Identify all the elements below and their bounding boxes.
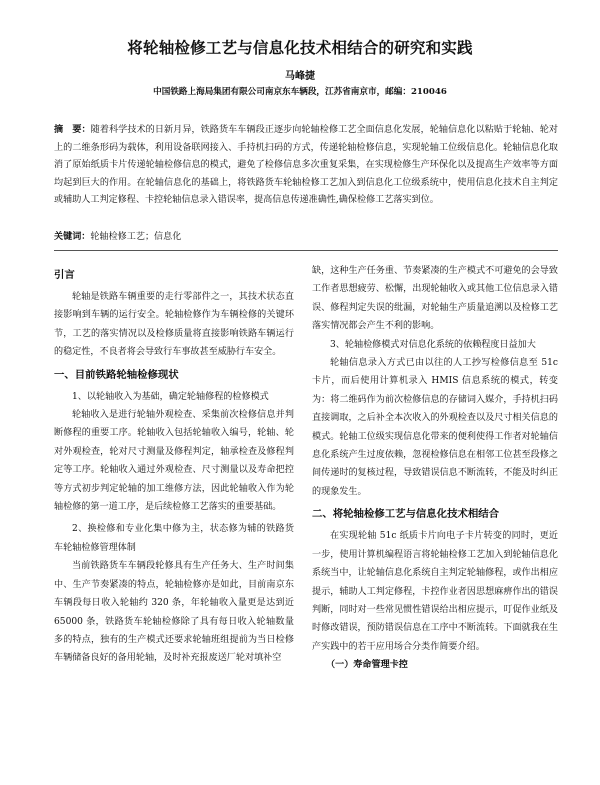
subsection2-paragraph: 当前铁路货车车辆段轮修具有生产任务大、生产时间集中、生产节奏紧凑的特点，轮轴检修亦是如此，目前南京东车辆段每日收入轮轴约 320 条，年轮轴收入量更是达到近 65000 条，铁路货车轮轴检修除了具有每日收入轮轴数量多的特点，独有的生产模式还要求轮轴班组提前为当日检修车辆储备良好的备用轮轴，及时补充报废送厂轮对填补空 [54,561,294,664]
subsection3-title: 3、轮轴检修模式对信息化系统的依赖程度日益加大 [330,339,536,350]
section2-heading: 二、将轮轴检修工艺与信息化技术相结合 [312,508,500,521]
subsection3-paragraph: 轮轴信息录入方式已由以往的人工抄写检修信息至 51c 卡片，而后使用计算机录入 HMIS 信息系统的模式，转变为：将二维码作为前次检修信息的存储词入媒介，手持机扫码直接调取，之后补全本次收入的外观检查以及尺寸相关信息的模式。轮轴工位级实现信息化带来的便利使得工作者对轮轴信息化系统产生过度依赖，忽视检修信息在相邻工位甚至段修之间传递时的复核过程，导致错误信息不断流转，不能及时纠正的现象发生。 [312,358,558,497]
intro-paragraph: 轮轴是铁路车辆重要的走行零部件之一，其技术状态直接影响到车辆的运行安全。轮轴检修作为车辆检修的关键环节，工艺的落实情况以及检修质量将直接影响铁路车辆运行的稳定性，不良者将会导致行车事故甚至威胁行车安全。 [54,292,294,358]
subsection-life-management-title: （一）寿命管理卡控 [326,659,408,671]
keywords [54,228,558,247]
paper-title: 将轮轴检修工艺与信息化技术相结合的研究和实践 [127,39,473,57]
section2-paragraph: 在实现轮轴 51c 纸质卡片向电子卡片转变的同时，更近一步，使用计算机编程语言将轮轴检修工艺加入到轮轴信息化系统当中，让轮轴信息化系统自主判定轮轴修程，或作出相应提示，辅助人工判定修程，卡控作业者因思想麻痹作出的错误判断，同时对一些常见惯性错误给出相应提示，叮促作业纸及时修改错误，预防错误信息在工序中不断流转。下面就我在生产实践中的若干应用场合分类作简要介绍。 [312,531,558,652]
intro-heading: 引言 [54,269,75,281]
keywords-label: 关键词： [54,231,91,242]
section-divider [54,250,558,251]
subsection1-title: 1、以轮轴收入为基础，确定轮轴修程的检修模式 [72,391,269,402]
subsection1-paragraph: 轮轴收入是进行轮轴外观检查、采集前次检修信息并判断修程的重要工序。轮轴收入包括轮轴收入编号，轮轴、轮对外观检查，轮对尺寸测量及修程判定，轴承检查及修程判定等工序。轮轴收入通过外观检查、尺寸测量以及寿命把控等方式初步判定轮轴的加工维修方法，因此轮轴收入作为轮轴检修的第一道工序，是后续检修工艺落实的重要基础。 [54,410,294,513]
abstract [54,121,558,210]
right-column [312,262,558,782]
subsection2-title: 2、换检修和专业化集中修为主，状态修为辅的铁路货车轮轴检修管理体制 [54,524,294,553]
left-column [54,262,294,782]
section1-heading: 一、目前铁路轮轴检修现状 [54,368,179,381]
abstract-label: 摘 要： [54,124,91,135]
abstract-text: 随着科学技术的日新月异，铁路货车车辆段正逐步向轮轴检修工艺全面信息化发展，轮轴信息化以粘贴于轮轴、轮对上的二维条形码为载体，利用设备联网接入、手持机扫码的方式，传递轮轴检修信息，实现轮轴工位级信息化。轮轴信息化取消了原始纸质卡片传递轮轴检修信息的模式，避免了检修信息多次重复采集，在实现检修生产环保化以及提高生产效率等方面均起到巨大的作用。在轮轴信息化的基础上，将铁路货车轮轴检修工艺加入到信息化工位级系统中，使用信息化技术自主判定或辅助人工判定修程、卡控轮轴信息录入错误率，提高信息传递准确性,确保检修工艺落实到位。 [54,125,558,206]
author-name: 马峰捷 [285,71,315,82]
continued-paragraph: 缺，这种生产任务重、节奏紧凑的生产模式不可避免的会导致工作者思想疲劳、松懈，出现轮轴收入或其他工位信息录入错误、修程判定失误的纰漏，对轮轴生产质量追溯以及检修工艺落实情况都会产生不利的影响。 [312,266,558,332]
keywords-text: 轮轴检修工艺；信息化 [90,232,182,242]
author-affiliation: 中国铁路上海局集团有限公司南京东车辆段，江苏省南京市，邮编：210046 [153,87,447,97]
